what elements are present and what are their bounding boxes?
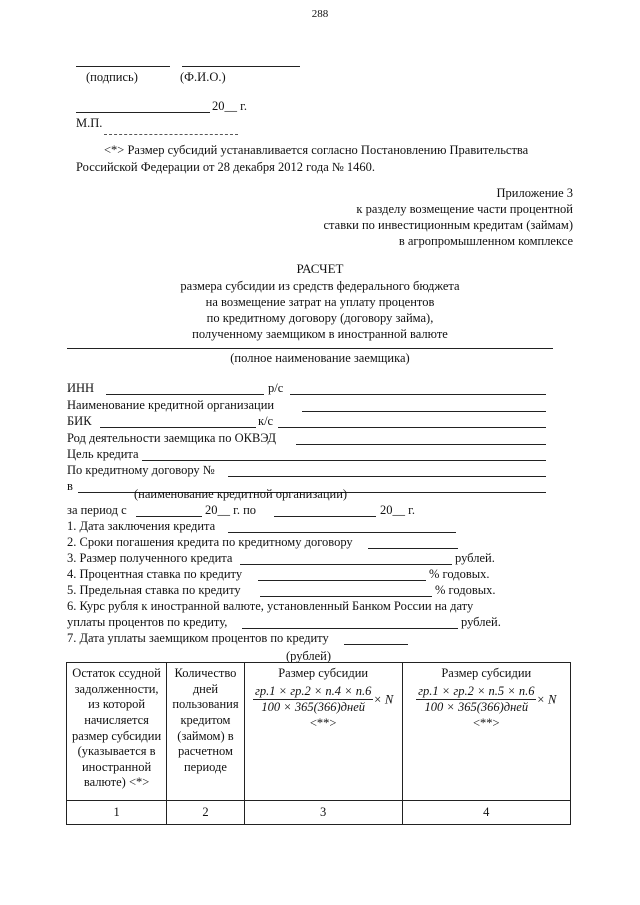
table-unit-caption: (рублей) xyxy=(286,649,332,663)
borrower-caption: (полное наименование заемщика) xyxy=(230,351,410,365)
header-col-3 xyxy=(244,663,402,801)
item-2-label: 2. Сроки погашения кредита по кредитному договору xyxy=(67,535,353,549)
item-6-line-2: уплаты процентов по кредиту, xyxy=(67,615,228,629)
okved-label: Род деятельности заемщика по ОКВЭД xyxy=(67,431,277,445)
period-end-line xyxy=(274,516,376,517)
in-label: в xyxy=(67,479,73,493)
item-6-line-1: 6. Курс рубля к иностранной валюте, установленный Банком России на дату xyxy=(67,599,474,613)
signature-label: (подпись) xyxy=(86,70,138,84)
date-year: 20__ г. xyxy=(212,99,247,113)
header-col-3-title: Размер субсидии xyxy=(278,666,369,680)
footnote-separator xyxy=(104,134,238,135)
footnote-line-1: <*> Размер субсидий устанавливается согласно Постановлению Правительства xyxy=(104,143,529,157)
appendix-line-1: к разделу возмещение части процентной xyxy=(356,202,573,216)
item-5-unit: % годовых. xyxy=(435,583,496,597)
header-col-2: Количество дней пользования кредитом (займом) в расчетном периоде xyxy=(167,663,245,801)
formula-4-denominator: 100 × 365(366)дней xyxy=(424,700,529,715)
agreement-line xyxy=(228,476,546,477)
heading-line-1: размера субсидии из средств федерального бюджета xyxy=(180,279,460,293)
purpose-line xyxy=(142,460,546,461)
item-4-unit: % годовых. xyxy=(429,567,490,581)
item-1-label: 1. Дата заключения кредита xyxy=(67,519,216,533)
formula-4-numerator: гр.1 × гр.2 × п.5 × п.6 xyxy=(416,684,536,701)
agreement-label: По кредитному договору № xyxy=(67,463,215,477)
header-col-4 xyxy=(402,663,570,801)
formula-3-note: <**> xyxy=(309,715,337,730)
period-year-1: 20__ г. по xyxy=(205,503,257,517)
period-label: за период с xyxy=(67,503,127,517)
stamp-label: М.П. xyxy=(76,116,103,130)
item-3-line xyxy=(240,564,452,565)
credit-org-label: Наименование кредитной организации xyxy=(67,398,275,412)
rs-line xyxy=(290,394,546,395)
formula-3-multiplier: × N xyxy=(373,691,394,706)
rs-label: р/с xyxy=(268,381,284,395)
heading-line-4: полученному заемщиком в иностранной валюте xyxy=(192,327,448,341)
item-1-line xyxy=(228,532,456,533)
heading-line-2: на возмещение затрат на уплату процентов xyxy=(205,295,435,309)
item-5-label: 5. Предельная ставка по кредиту xyxy=(67,583,241,597)
name-label: (Ф.И.О.) xyxy=(180,70,226,84)
col-number-4: 4 xyxy=(402,801,570,825)
item-4-label: 4. Процентная ставка по кредиту xyxy=(67,567,243,581)
item-7-label: 7. Дата уплаты заемщиком процентов по кредиту xyxy=(67,631,329,645)
table-header-row xyxy=(67,663,571,801)
item-3-label: 3. Размер полученного кредита xyxy=(67,551,233,565)
borrower-name-line xyxy=(67,348,553,349)
okved-line xyxy=(296,444,546,445)
bik-label: БИК xyxy=(67,414,92,428)
credit-org-line xyxy=(302,411,546,412)
formula-4-multiplier: × N xyxy=(536,691,557,706)
document-title: РАСЧЕТ xyxy=(296,261,344,276)
bik-line xyxy=(100,427,256,428)
heading-line-3: по кредитному договору (договору займа), xyxy=(206,311,434,325)
item-4-line xyxy=(258,580,426,581)
formula-3-denominator: 100 × 365(366)дней xyxy=(261,700,365,715)
credit-org-caption: (наименование кредитной организации) xyxy=(134,487,348,501)
header-col-4-title: Размер субсидии xyxy=(441,666,532,680)
ks-line xyxy=(278,427,546,428)
col-number-1: 1 xyxy=(67,801,167,825)
table-number-row xyxy=(67,801,571,825)
signature-line xyxy=(76,66,170,67)
ks-label: к/с xyxy=(258,414,274,428)
subsidy-table xyxy=(66,662,571,825)
appendix-line-2: ставки по инвестиционным кредитам (займам) xyxy=(323,218,573,232)
item-3-unit: рублей. xyxy=(455,551,495,565)
period-start-line xyxy=(136,516,202,517)
period-year-2: 20__ г. xyxy=(380,503,415,517)
page-number: 288 xyxy=(311,8,329,20)
col-number-3: 3 xyxy=(244,801,402,825)
item-7-line xyxy=(344,644,408,645)
formula-4-note: <**> xyxy=(472,715,500,730)
item-2-line xyxy=(368,548,458,549)
name-line xyxy=(182,66,300,67)
item-5-line xyxy=(260,596,432,597)
footnote-line-2: Российской Федерации от 28 декабря 2012 года № 1460. xyxy=(76,160,376,174)
inn-line xyxy=(106,394,264,395)
purpose-label: Цель кредита xyxy=(67,447,139,461)
col-number-2: 2 xyxy=(167,801,245,825)
item-6-line xyxy=(242,628,458,629)
formula-4 xyxy=(416,684,536,716)
date-line xyxy=(76,112,210,113)
appendix-line-3: в агропромышленном комплексе xyxy=(398,234,573,248)
header-col-1: Остаток ссудной задолженности, из которой начисляется размер субсидии (указывается в иностранной валюте) <*> xyxy=(67,663,167,801)
formula-3-numerator: гр.1 × гр.2 × п.4 × п.6 xyxy=(253,684,373,701)
formula-3 xyxy=(253,684,373,716)
appendix-title: Приложение 3 xyxy=(496,186,573,200)
item-6-unit: рублей. xyxy=(461,615,501,629)
inn-label: ИНН xyxy=(67,381,95,395)
